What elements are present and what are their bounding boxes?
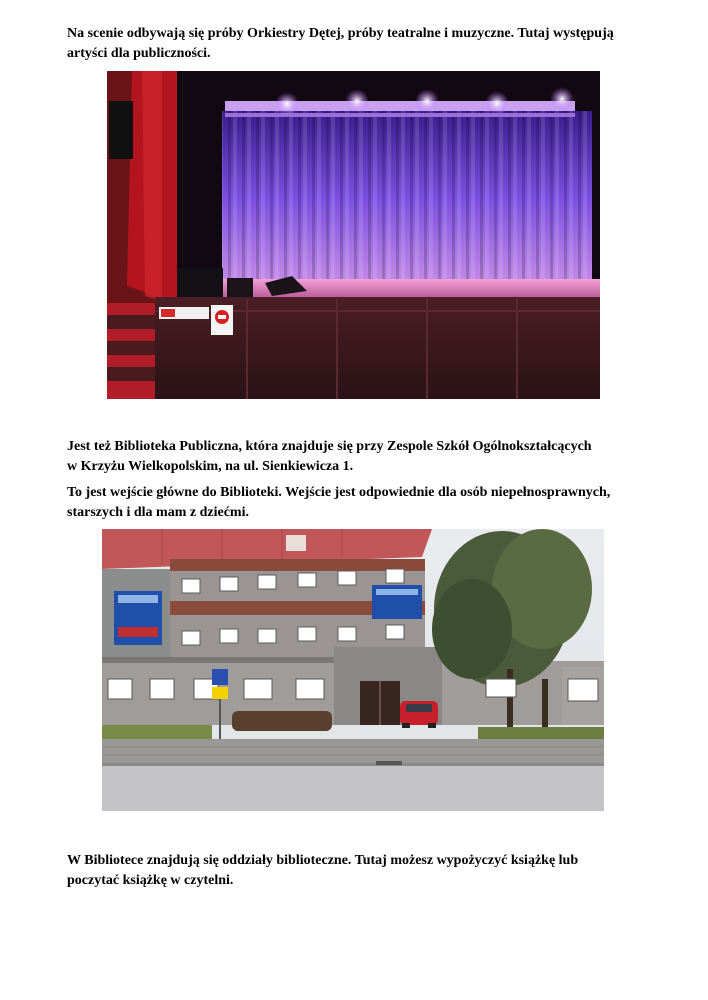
paragraph-library-departments-line-1: W Bibliotece znajdują się oddziały biblioteczne. Tutaj możesz wypożyczyć książkę lub [67,853,579,868]
paragraph-library-location [67,437,657,477]
paragraph-library-entrance-line-1: To jest wejście główne do Biblioteki. Wejście jest odpowiednie dla osób niepełnosprawnych, [67,485,611,500]
paragraph-library-location-line-1: Jest też Biblioteka Publiczna, która znajduje się przy Zespole Szkół Ogólnokształcących [67,439,592,454]
paragraph-stage [67,24,657,64]
paragraph-library-entrance [67,483,657,523]
paragraph-library-location-line-2: w Krzyżu Wielkopolskim, na ul. Sienkiewicza 1. [67,459,354,474]
paragraph-library-departments-line-2: poczytać książkę w czytelni. [67,873,234,888]
paragraph-library-departments [67,851,657,891]
paragraph-stage-line-2: artyści dla publiczności. [67,46,211,61]
stage-photo [107,71,600,399]
library-building-photo [102,529,604,811]
paragraph-library-entrance-line-2: starszych i dla mam z dziećmi. [67,505,249,520]
paragraph-stage-line-1: Na scenie odbywają się próby Orkiestry Dętej, próby teatralne i muzyczne. Tutaj występują [67,26,614,41]
